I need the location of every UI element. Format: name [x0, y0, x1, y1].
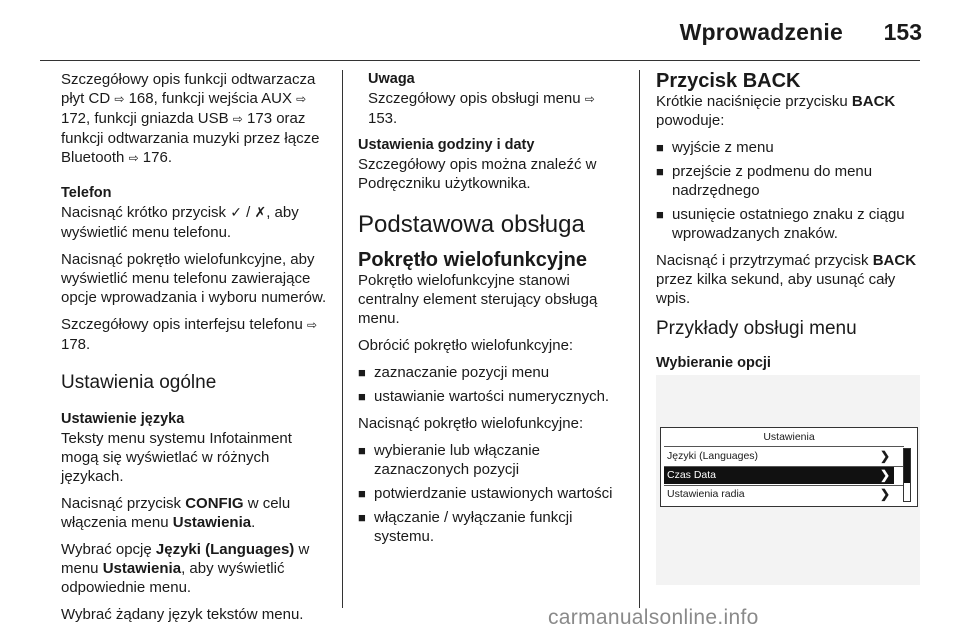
- page-ref-arrow-icon: ⇨: [114, 92, 125, 106]
- page-number: 153: [883, 19, 922, 45]
- menu-item-ustawienia-radia[interactable]: Ustawienia radia ❯: [667, 487, 890, 501]
- obrocic-intro: Obrócić pokrętło wielofunkcyjne:: [358, 337, 574, 354]
- telefon-paragraph-2: Nacisnąć pokrętło wielofunkcyjne, aby wyświetlić menu telefonu zawierające opcje wprowadzania i wyboru numerów.: [61, 251, 327, 306]
- telefon-paragraph-1: Nacisnąć krótko przycisk ✓ / ✗, aby wyświetlić menu telefonu.: [61, 204, 299, 241]
- list-item: ■ wyjście z menu: [656, 139, 774, 156]
- godzina-heading: Ustawienia godziny i daty: [358, 137, 535, 153]
- screen-title: Ustawienia: [763, 431, 815, 443]
- watermark: carmanualsonline.info: [548, 606, 759, 629]
- scrollbar[interactable]: [903, 448, 911, 502]
- column-divider: [639, 70, 640, 608]
- jezyk-paragraph-2: Nacisnąć przycisk CONFIG w celu włączenia menu Ustawienia.: [61, 495, 291, 531]
- phone-icon: ✓: [230, 205, 242, 221]
- note-box: [358, 70, 628, 128]
- chevron-right-icon: ❯: [879, 449, 890, 463]
- page-ref-arrow-icon: ⇨: [128, 151, 139, 165]
- page-ref-arrow-icon: ⇨: [296, 92, 307, 106]
- chevron-right-icon: ❯: [879, 468, 890, 482]
- display-screen: [660, 427, 918, 507]
- jezyk-paragraph-1: Teksty menu systemu Infotainment mogą się wyświetlać w różnych językach.: [61, 430, 292, 485]
- column-1: [61, 70, 331, 632]
- wybieranie-heading: Wybieranie opcji: [656, 355, 771, 371]
- list-item: ■ wybieranie lub włączanie zaznaczonych pozycji: [358, 442, 540, 478]
- back-heading: Przycisk BACK: [656, 70, 801, 92]
- hold-paragraph: Nacisnąć i przytrzymać przycisk BACK przez kilka sekund, aby usunąć cały wpis.: [656, 252, 917, 307]
- pokretlo-text: Pokrętło wielofunkcyjne stanowi centralny element sterujący obsługą menu.: [358, 272, 598, 327]
- column-3: [656, 70, 924, 373]
- back-list: [656, 138, 924, 243]
- chevron-right-icon: ❯: [879, 487, 890, 501]
- list-item: ■ potwierdzanie ustawionych wartości: [358, 485, 613, 502]
- jezyk-paragraph-3: Wybrać opcję Języki (Languages) w menu Ustawienia, aby wyświetlić odpowiednie menu.: [61, 541, 310, 596]
- jezyk-paragraph-4: Wybrać żądany język tekstów menu.: [61, 606, 304, 623]
- przyklady-heading: Przykłady obsługi menu: [656, 318, 857, 339]
- ustawienia-heading: Ustawienia ogólne: [61, 372, 217, 393]
- pokretlo-heading: Pokrętło wielofunkcyjne: [358, 249, 587, 271]
- nacisnac-intro: Nacisnąć pokrętło wielofunkcyjne:: [358, 415, 584, 432]
- obsluga-heading: Podstawowa obsługa: [358, 211, 585, 238]
- header-rule: [40, 60, 920, 61]
- page-ref-arrow-icon: ⇨: [584, 92, 595, 106]
- obrocic-list: [358, 363, 628, 406]
- list-item: ■ usunięcie ostatniego znaku z ciągu wprowadzanych znaków.: [656, 206, 905, 242]
- godzina-text: Szczegółowy opis można znaleźć w Podręczniku użytkownika.: [358, 156, 597, 192]
- jezyk-heading: Ustawienie języka: [61, 411, 185, 427]
- header-title: Wprowadzenie: [679, 19, 843, 45]
- telefon-paragraph-3: Szczegółowy opis interfejsu telefonu ⇨ 178.: [61, 316, 318, 353]
- note-heading: Uwaga: [368, 71, 415, 87]
- list-item: ■ ustawianie wartości numerycznych.: [358, 388, 610, 405]
- back-paragraph: Krótkie naciśnięcie przycisku BACK powoduje:: [656, 93, 896, 129]
- mute-icon: ✗: [254, 205, 267, 221]
- display-figure: [656, 375, 920, 585]
- screen-divider: [664, 446, 904, 447]
- telefon-heading: Telefon: [61, 185, 112, 201]
- menu-item-jezyki[interactable]: Języki (Languages) ❯: [667, 449, 890, 463]
- menu-item-czas-data[interactable]: Czas Data ❯: [664, 467, 894, 484]
- page-ref-arrow-icon: ⇨: [232, 112, 243, 126]
- page-ref-arrow-icon: ⇨: [306, 318, 318, 332]
- list-item: ■ zaznaczanie pozycji menu: [358, 364, 550, 381]
- note-text: Szczegółowy opis obsługi menu ⇨ 153.: [368, 90, 595, 127]
- list-item: ■ włączanie / wyłączanie funkcji systemu.: [358, 509, 573, 545]
- nacisnac-list: [358, 441, 628, 546]
- column-divider: [342, 70, 343, 608]
- scrollbar-thumb[interactable]: [904, 449, 910, 483]
- intro-paragraph: Szczegółowy opis funkcji odtwarzacza płyt CD ⇨ 168, funkcji wejścia AUX ⇨ 172, funkcji gniazda USB ⇨ 173 oraz funkcji odtwarzania muzyki przez łącze Bluetooth ⇨ 176.: [61, 71, 320, 166]
- list-item: ■ przejście z podmenu do menu nadrzędnego: [656, 163, 873, 199]
- column-2: [358, 70, 628, 554]
